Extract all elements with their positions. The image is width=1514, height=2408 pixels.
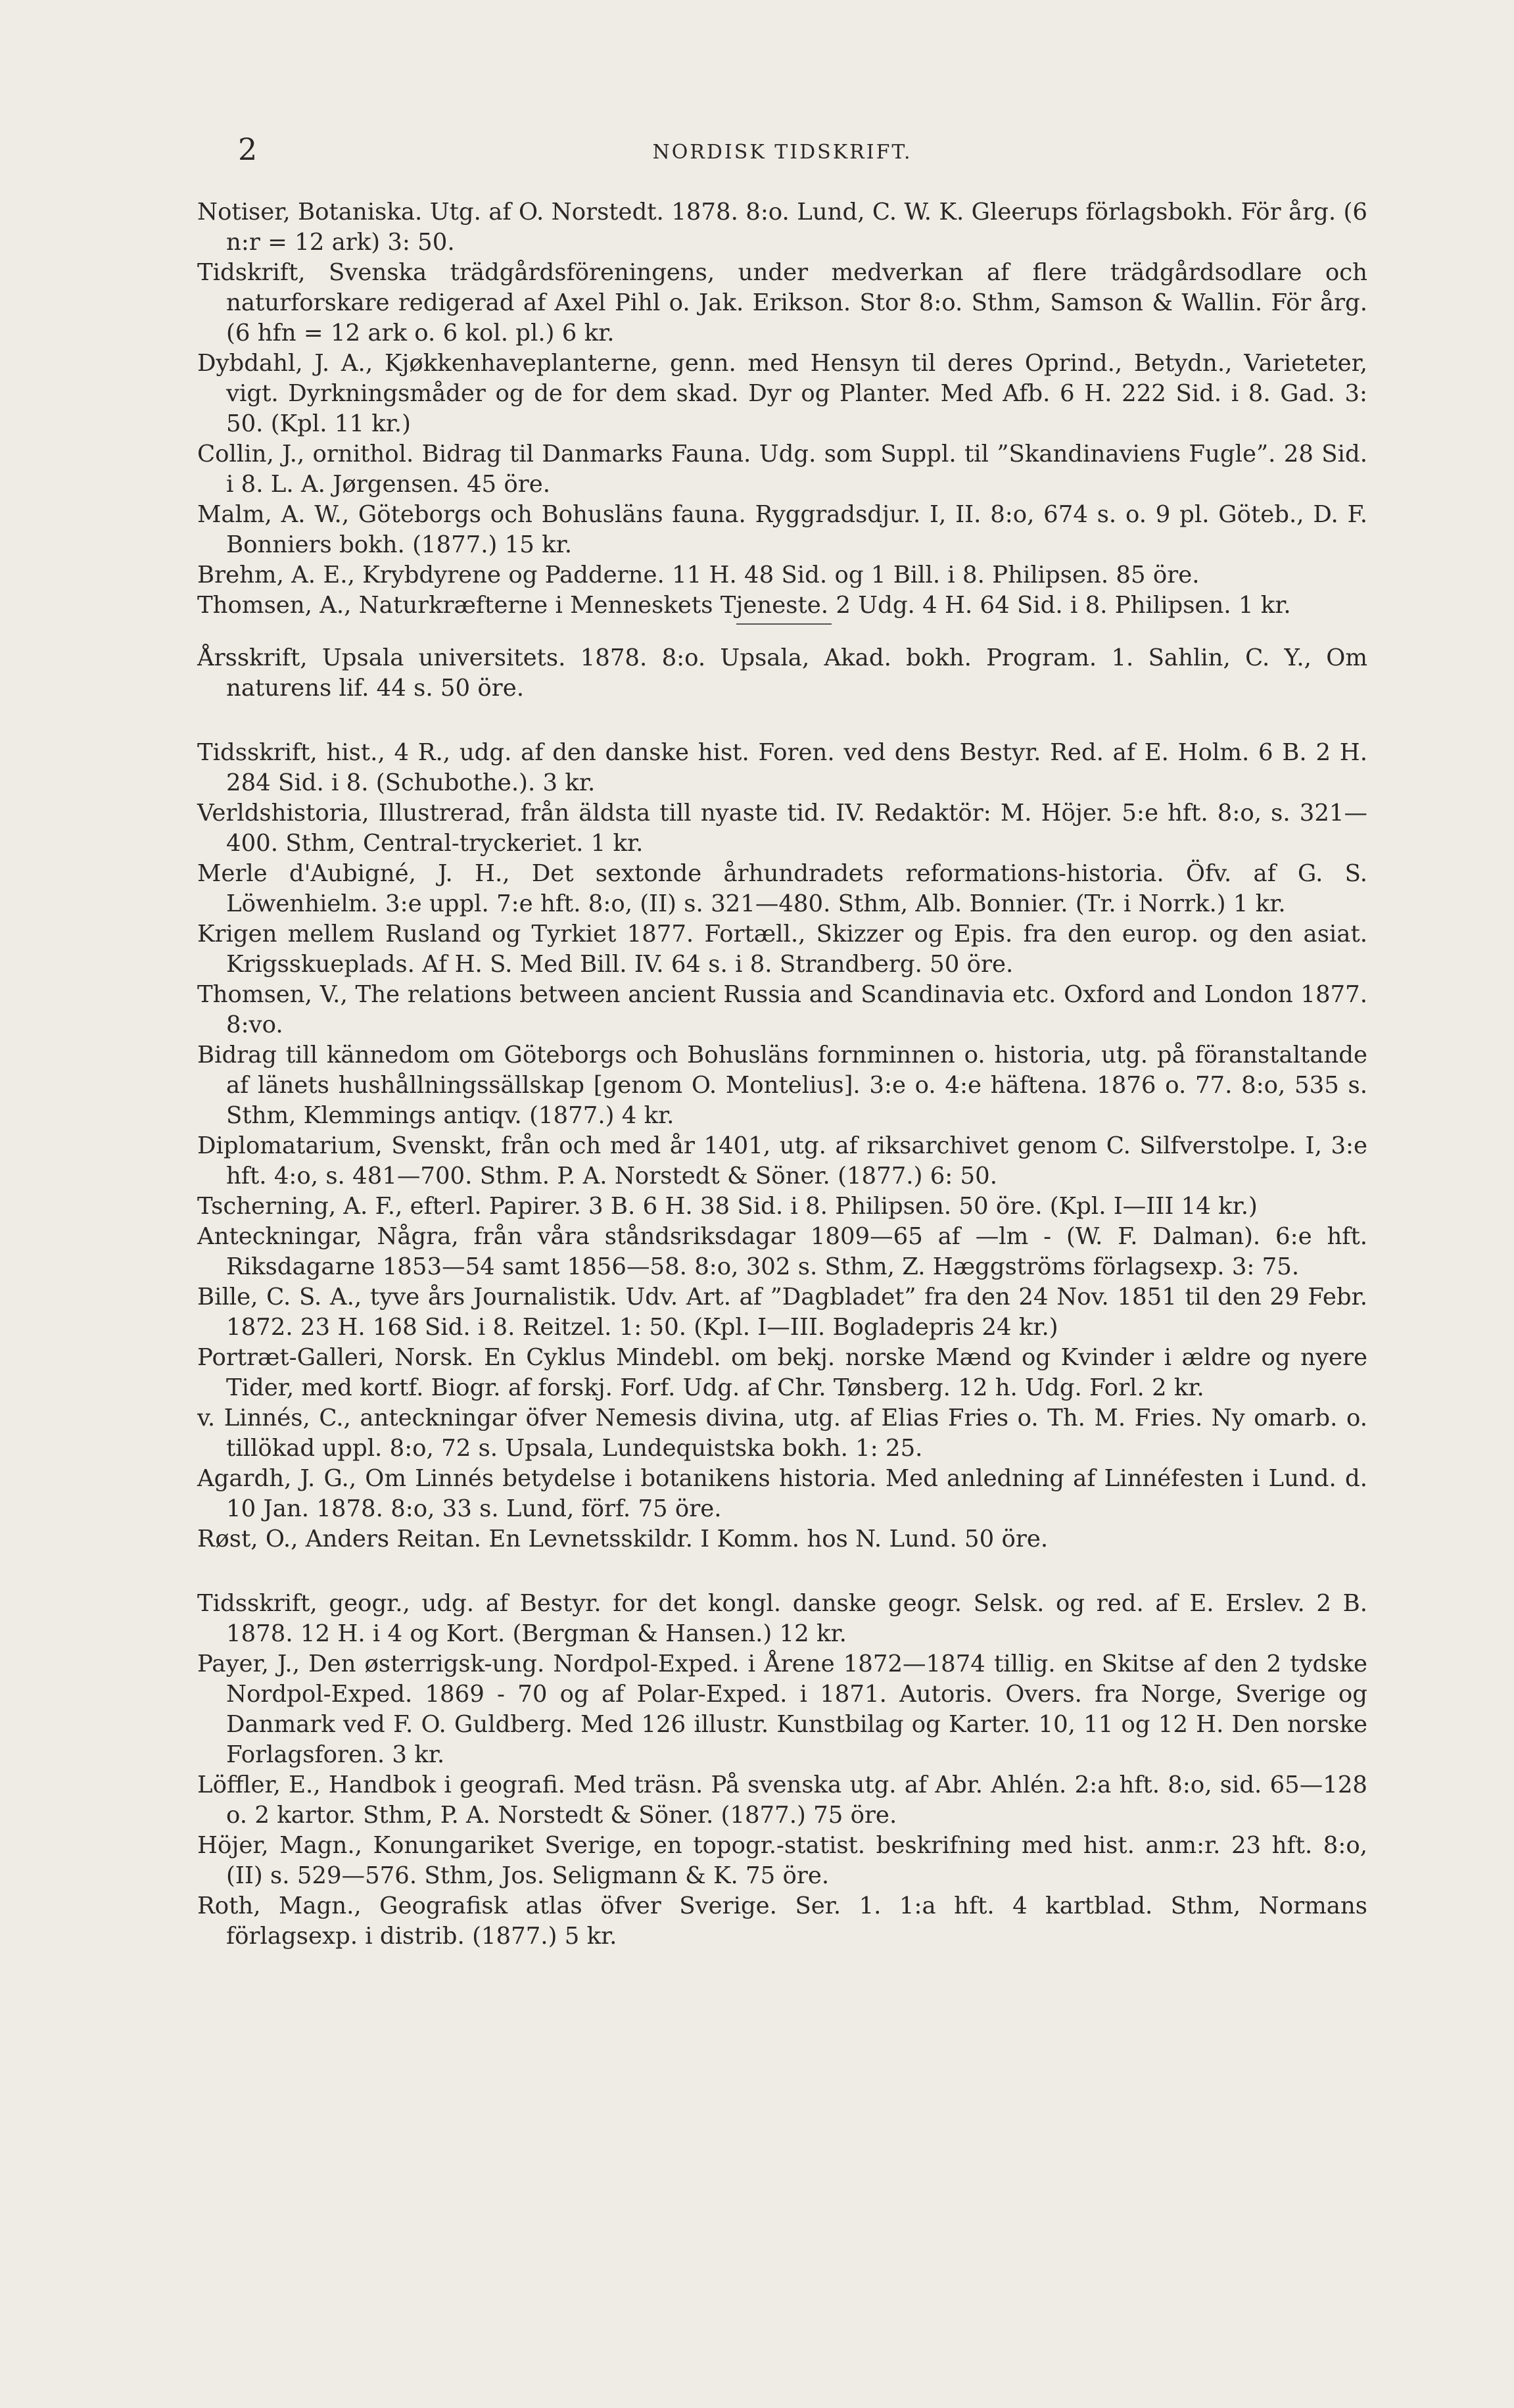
entry-text: Norsk. En Cyklus Mindebl. om bekj. norske Mænd og Kvinder i ældre og nyere Tider, med kortf. Biogr. af forskj. Forf. Udg. af Chr. Tønsberg. 12 h. Udg. Forl. 2 kr. — [226, 1344, 1367, 1401]
entry-text: Det sextonde århundradets reformations-historia. Öfv. af G. S. Löwenhielm. 3:e uppl. 7:e hft. 8:o, (II) s. 321—480. Sthm, Alb. Bonnier. (Tr. i Norrk.) 1 kr. — [226, 860, 1367, 917]
entry-text: Några, från våra ståndsriksdagar 1809—65 af —lm - (W. F. Dalman). 6:e hft. Riksdagarne 1853—54 samt 1856—58. 8:o, 302 s. Sthm, Z. Hæggströms förlagsexp. 3: 75. — [226, 1223, 1367, 1280]
entry-lead: Malm, A. W., — [197, 501, 350, 528]
bibliography-entry — [197, 1343, 1367, 1403]
bibliography-entry — [197, 258, 1367, 349]
bibliography-entry — [197, 1649, 1367, 1770]
entry-lead: Tidsskrift, geogr., — [197, 1590, 410, 1617]
bibliography-entry — [197, 590, 1367, 621]
bibliography-entry — [197, 1040, 1367, 1131]
entry-text: efterl. Papirer. 3 B. 6 H. 38 Sid. i 8. Philipsen. 50 öre. (Kpl. I—III 14 kr.) — [402, 1193, 1258, 1220]
entry-text: 4 R., udg. af den danske hist. Foren. ved dens Bestyr. Red. af E. Holm. 6 B. 2 H. 284 Sid. i 8. (Schubothe.). 3 kr. — [226, 739, 1368, 796]
bibliography-entry — [197, 980, 1367, 1040]
entry-lead: Tscherning, A. F., — [197, 1193, 403, 1220]
entry-text: Den østerrigsk-ung. Nordpol-Exped. i Årene 1872—1874 tillig. en Skitse af den 2 tydske Nordpol-Exped. 1869 - 70 og af Polar-Exped. i 1871. Autoris. Overs. fra Norge, Sverige og Danmark ved F. O. Guldberg. Med 126 illustr. Kunstbilag og Karter. 10, 11 og 12 H. Den norske Forlagsforen. 3 kr. — [226, 1650, 1367, 1768]
entry-text: Illustrerad, från äldsta till nyaste tid. IV. Redaktör: M. Höjer. 5:e hft. 8:o, s. 321—400. Sthm, Central-tryckeriet. 1 kr. — [226, 800, 1367, 857]
entry-text: mellem Rusland og Tyrkiet 1877. Fortæll., Skizzer og Epis. fra den europ. og den asiat. Krigsskueplads. Af H. S. Med Bill. IV. 64 s. i 8. Strandberg. 50 öre. — [226, 921, 1367, 978]
entry-lead: Höjer, Magn., — [197, 1832, 362, 1859]
section-geography — [197, 1589, 1367, 1952]
entry-text: tyve års Journalistik. Udv. Art. af ”Dagbladet” fra den 24 Nov. 1851 til den 29 Febr. 1872. 23 H. 168 Sid. i 8. Reitzel. 1: 50. (Kpl. I—III. Bogladepris 24 kr.) — [226, 1284, 1367, 1341]
bibliography-entry — [197, 1891, 1367, 1952]
bibliography-entry — [197, 643, 1367, 704]
entry-lead: v. Linnés, C., — [197, 1405, 351, 1432]
entry-text: udg. af Bestyr. for det kongl. danske geogr. Selsk. og red. af E. Erslev. 2 B. 1878. 12 H. i 4 og Kort. (Bergman & Hansen.) 12 kr. — [226, 1590, 1367, 1647]
entry-text: Upsala universitets. 1878. 8:o. Upsala, Akad. bokh. Program. 1. Sahlin, C. Y., Om naturens lif. 44 s. 50 öre. — [226, 644, 1367, 702]
entry-lead: Merle d'Aubigné, J. H., — [197, 860, 510, 887]
bibliography-entry — [197, 560, 1367, 590]
bibliography-entry — [197, 1524, 1367, 1554]
entry-text: Kjøkkenhaveplanterne, genn. med Hensyn til deres Oprind., Betydn., Varieteter, vigt. Dyrkningsmåder og de for dem skad. Dyr og Planter. Med Afb. 6 H. 222 Sid. i 8. Gad. 3: 50. (Kpl. 11 kr.) — [226, 350, 1368, 437]
entry-text: Naturkræfterne i Menneskets Tjeneste. 2 Udg. 4 H. 64 Sid. i 8. Philipsen. 1 kr. — [351, 592, 1291, 619]
page-number: 2 — [238, 132, 258, 167]
entry-lead: Dybdahl, J. A., — [197, 350, 373, 377]
entry-lead: Collin, J., — [197, 441, 305, 468]
entry-text: Göteborgs och Bohusläns fauna. Ryggradsdjur. I, II. 8:o, 674 s. o. 9 pl. Göteb., D. F. Bonniers bokh. (1877.) 15 kr. — [226, 501, 1367, 558]
entry-lead: Diplomatarium, — [197, 1132, 383, 1159]
bibliography-entry — [197, 1831, 1367, 1891]
entry-text: Handbok i geografi. Med träsn. På svenska utg. af Abr. Ahlén. 2:a hft. 8:o, sid. 65—128 o. 2 kartor. Sthm, P. A. Norstedt & Söner. (1877.) 75 öre. — [226, 1771, 1367, 1829]
entry-lead: Verldshistoria, — [197, 800, 369, 827]
entry-lead: Krigen — [197, 921, 277, 948]
entry-lead: Roth, Magn., — [197, 1892, 362, 1919]
section-divider — [197, 621, 1367, 643]
bibliography-list — [197, 197, 1367, 1952]
bibliography-entry — [197, 1282, 1367, 1343]
running-title: NORDISK TIDSKRIFT. — [652, 141, 912, 164]
entry-text: Anders Reitan. En Levnetsskildr. I Komm. hos N. Lund. 50 öre. — [298, 1526, 1049, 1553]
bibliography-entry — [197, 738, 1367, 798]
entry-lead: Tidsskrift, hist., — [197, 739, 385, 766]
section-gap — [197, 1554, 1367, 1589]
entry-text: The relations between ancient Russia and Scandinavia etc. Oxford and London 1877. 8:vo. — [226, 981, 1367, 1038]
entry-lead: Thomsen, A., — [197, 592, 352, 619]
bibliography-entry — [197, 1589, 1367, 1649]
entry-lead: Payer, J., — [197, 1650, 300, 1677]
entry-lead: Årsskrift, — [197, 644, 308, 671]
bibliography-entry — [197, 1192, 1367, 1222]
bibliography-entry — [197, 1131, 1367, 1192]
bibliography-entry — [197, 197, 1367, 258]
entry-lead: Notiser, Botaniska. — [197, 199, 423, 226]
entry-text: Krybdyrene og Padderne. 11 H. 48 Sid. og 1 Bill. i 8. Philipsen. 85 öre. — [354, 562, 1200, 589]
entry-lead: Löffler, E., — [197, 1771, 321, 1798]
entry-lead: Agardh, J. G., — [197, 1465, 357, 1492]
entry-text: Konungariket Sverige, en topogr.-statist. beskrifning med hist. anm:r. 23 hft. 8:o, (II) s. 529—576. Sthm, Jos. Seligmann & K. 75 öre. — [226, 1832, 1367, 1889]
section-natural-science — [197, 197, 1367, 621]
entry-text: Geografisk atlas öfver Sverige. Ser. 1. 1:a hft. 4 kartblad. Sthm, Normans förlagsexp. i distrib. (1877.) 5 kr. — [226, 1892, 1367, 1950]
entry-text: Svenskt, från och med år 1401, utg. af riksarchivet genom C. Silfverstolpe. I, 3:e hft. 4:o, s. 481—700. Sthm. P. A. Norstedt & Söner. (1877.) 6: 50. — [226, 1132, 1367, 1190]
section-history — [197, 738, 1367, 1554]
section-university — [197, 643, 1367, 704]
entry-text: till kännedom om Göteborgs och Bohusläns fornminnen o. historia, utg. på föranstaltande af länets hushållningssällskap [genom O. Montelius]. 3:e o. 4:e häftena. 1876 o. 77. 8:o, 535 s. Sthm, Klemmings antiqv. (1877.) 4 kr. — [226, 1042, 1367, 1129]
entry-lead: Anteckningar, — [197, 1223, 362, 1250]
entry-text: ornithol. Bidrag til Danmarks Fauna. Udg. som Suppl. til ”Skandinaviens Fugle”. 28 Sid. i 8. L. A. Jørgensen. 45 öre. — [226, 441, 1367, 498]
bibliography-entry — [197, 1403, 1367, 1464]
section-gap — [197, 704, 1367, 738]
entry-lead: Tidskrift, Svenska trädgårdsföreningens, — [197, 259, 715, 286]
bibliography-entry — [197, 1222, 1367, 1282]
bibliography-entry — [197, 439, 1367, 500]
entry-lead: Røst, O., — [197, 1526, 298, 1553]
bibliography-entry — [197, 500, 1367, 560]
entry-text: Om Linnés betydelse i botanikens historia. Med anledning af Linnéfesten i Lund. d. 10 Jan. 1878. 8:o, 33 s. Lund, förf. 75 öre. — [226, 1465, 1367, 1522]
entry-lead: Bille, C. S. A., — [197, 1284, 362, 1311]
entry-text: anteckningar öfver Nemesis divina, utg. af Elias Fries o. Th. M. Fries. Ny omarb. o. tillökad uppl. 8:o, 72 s. Upsala, Lundequistska bokh. 1: 25. — [226, 1405, 1367, 1462]
bibliography-entry — [197, 349, 1367, 439]
entry-lead: Thomsen, V., — [197, 981, 348, 1008]
bibliography-entry — [197, 859, 1367, 919]
page-header — [197, 132, 1367, 171]
entry-lead: Portræt-Galleri, — [197, 1344, 385, 1371]
bibliography-entry — [197, 798, 1367, 859]
bibliography-entry — [197, 1770, 1367, 1831]
entry-lead: Bidrag — [197, 1042, 277, 1069]
bibliography-entry — [197, 1464, 1367, 1524]
bibliography-entry — [197, 919, 1367, 980]
entry-text: Utg. af O. Norstedt. 1878. 8:o. Lund, C. W. K. Gleerups förlagsbokh. För årg. (6 n:r = 12 ark) 3: 50. — [226, 199, 1367, 256]
entry-lead: Brehm, A. E., — [197, 562, 355, 589]
entry-text: under medverkan af flere trädgårdsodlare och naturforskare redigerad af Axel Pihl o. Jak. Erikson. Stor 8:o. Sthm, Samson & Wallin. För årg. (6 hfn = 12 ark o. 6 kol. pl.) 6 kr. — [226, 259, 1368, 347]
